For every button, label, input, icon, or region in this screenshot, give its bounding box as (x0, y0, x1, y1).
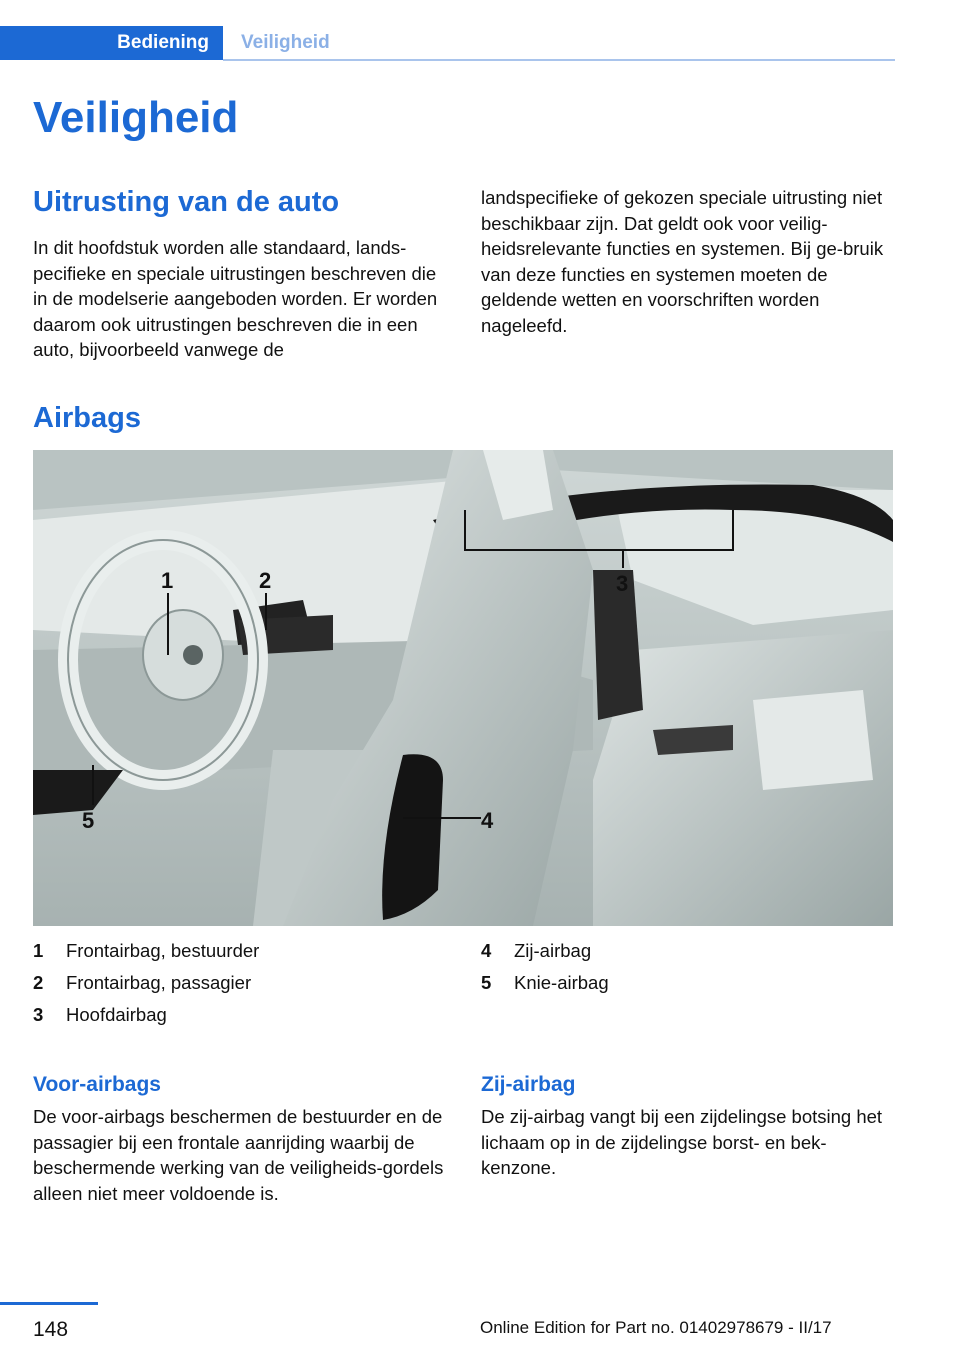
callout-1: 1 (161, 568, 174, 593)
subheading-front-airbags: Voor-airbags (33, 1073, 161, 1096)
side-airbag-text: De zij-airbag vangt bij een zijdelingse botsing het lichaam op in de zijdelingse borst- en bek-kenzone. (481, 1106, 883, 1178)
legend-label: Knie-airbag (514, 972, 609, 993)
legend-number: 2 (33, 972, 44, 993)
page-number: 148 (33, 1318, 69, 1341)
callout-2: 2 (259, 568, 272, 593)
callout-4: 4 (481, 808, 494, 833)
page-title: Veiligheid (33, 93, 239, 142)
header-divider (223, 59, 895, 61)
equipment-text-col2: landspecifieke of gekozen speciale uitrusting niet beschikbaar zijn. Dat geldt ook voor veilig-heidsrelevante functies en systemen. Bij ge-bruik van deze functies en systemen moeten de geldende wetten en voorschriften worden nageleefd. (481, 187, 884, 336)
callout-3: 3 (616, 571, 629, 596)
header-tabs (0, 0, 895, 62)
callout-5: 5 (82, 808, 95, 833)
tab-bediening[interactable]: Bediening (0, 26, 223, 60)
legend-label: Zij-airbag (514, 940, 592, 961)
equipment-text-col1: In dit hoofdstuk worden alle standaard, lands-pecifieke en speciale uitrustingen beschreven die in de modelserie aangeboden worden. Er worden daarom ook uitrustingen beschreven die in een auto, bijvoorbeeld vanwege de (33, 237, 438, 360)
car-interior-drawing (33, 450, 893, 926)
legend-number: 1 (33, 940, 44, 961)
legend-label: Hoofdairbag (66, 1004, 167, 1025)
edition-note: Online Edition for Part no. 01402978679 - II/17 (480, 1318, 832, 1337)
footer-rule (0, 1302, 98, 1305)
legend-label: Frontairbag, passagier (66, 972, 252, 993)
legend-number: 5 (481, 972, 492, 993)
subheading-side-airbag: Zij-airbag (481, 1073, 576, 1096)
front-airbags-text: De voor-airbags beschermen de bestuurder en de passagier bij een frontale aanrijding waarbij de beschermende werking van de veiligheids-gordels alleen niet meer voldoende is. (33, 1106, 444, 1204)
tab-veiligheid[interactable]: Veiligheid (241, 32, 330, 53)
section-heading-airbags: Airbags (33, 402, 141, 434)
legend-number: 4 (481, 940, 492, 961)
legend-number: 3 (33, 1004, 44, 1025)
airbag-illustration (33, 450, 893, 926)
legend-label: Frontairbag, bestuurder (66, 940, 260, 961)
section-heading-equipment: Uitrusting van de auto (33, 186, 340, 218)
